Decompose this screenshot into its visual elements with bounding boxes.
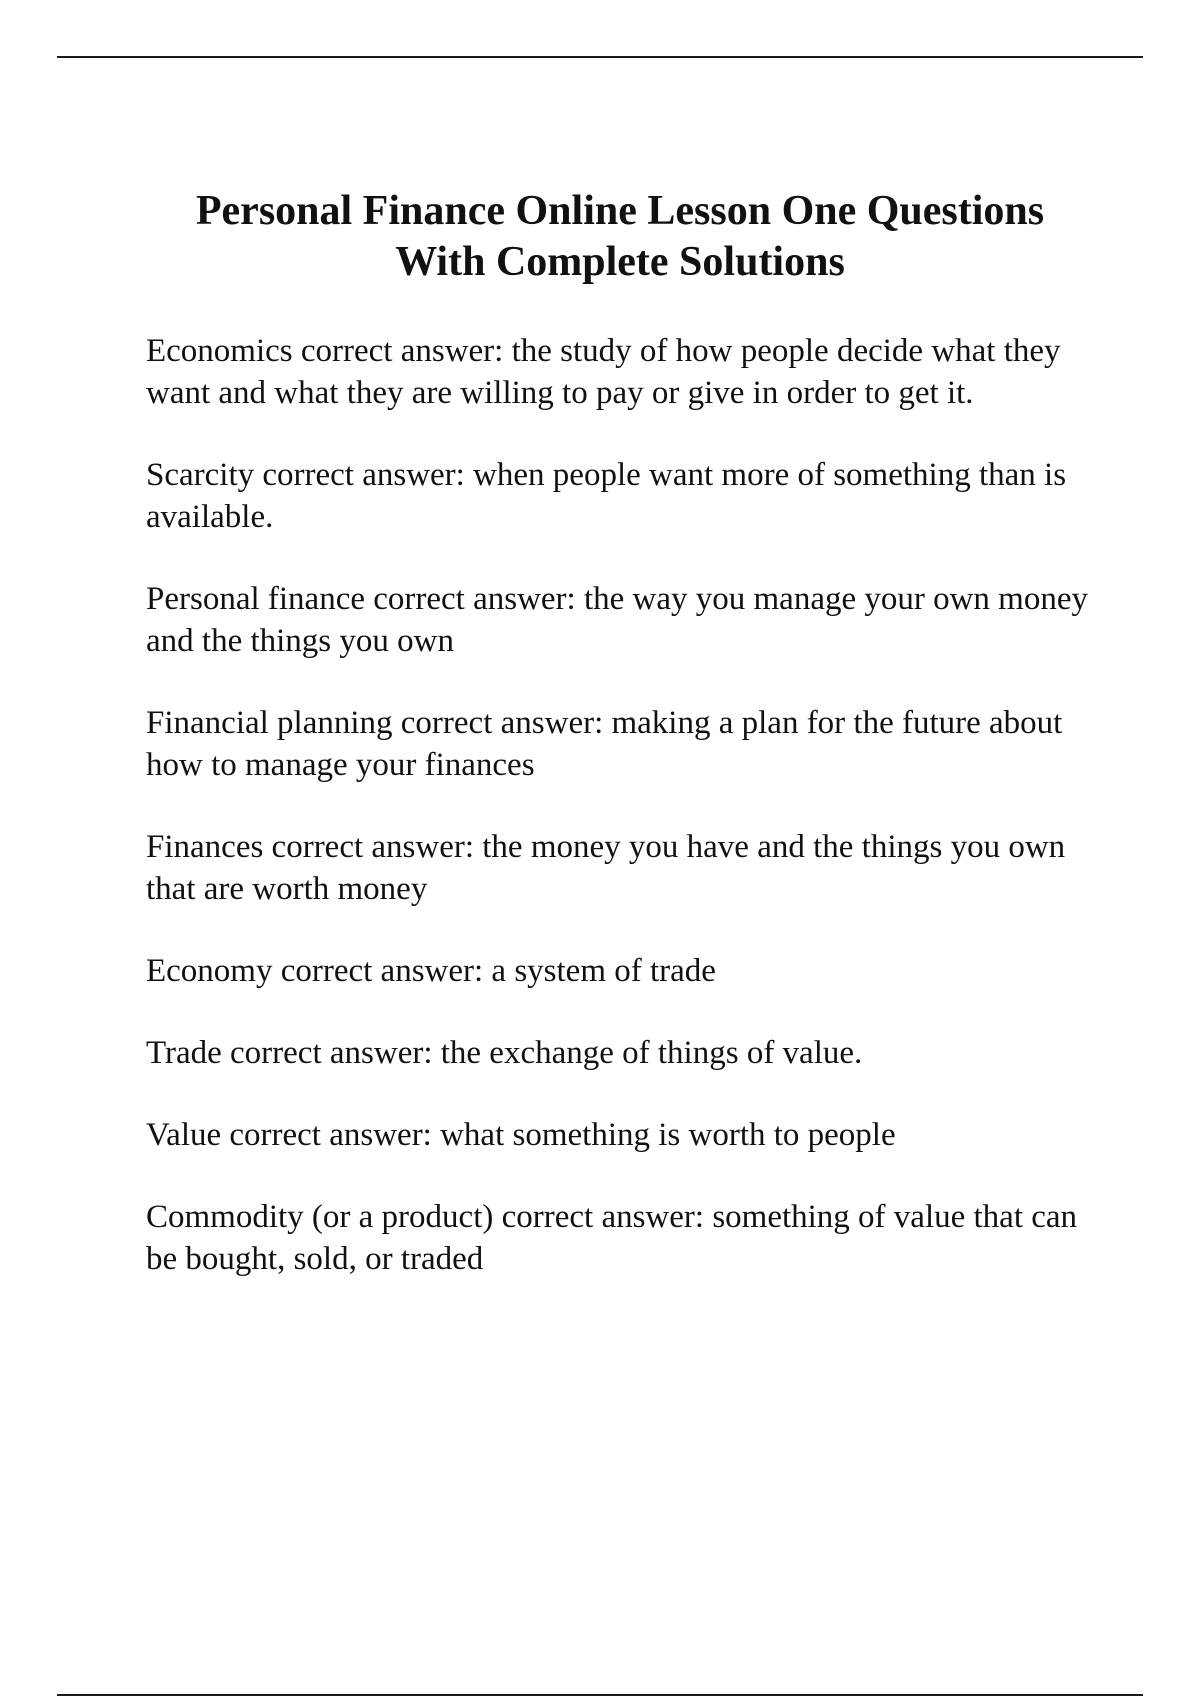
- qa-entry-economy: Economy correct answer: a system of trade: [146, 953, 716, 989]
- title-line-2: With Complete Solutions: [395, 239, 845, 285]
- title-line-1: Personal Finance Online Lesson One Questions: [195, 188, 1045, 234]
- qa-entry-scarcity: Scarcity correct answer: when people want more of something than is available.: [146, 457, 1067, 535]
- qa-entry-finances: Finances correct answer: the money you have and the things you own that are worth money: [146, 829, 1066, 907]
- qa-entry-trade: Trade correct answer: the exchange of things of value.: [146, 1035, 863, 1071]
- qa-list: [146, 330, 1096, 1320]
- document-title: [0, 186, 1200, 288]
- qa-entry-personal-finance: Personal finance correct answer: the way you manage your own money and the things you own: [146, 581, 1088, 659]
- qa-entry-commodity: Commodity (or a product) correct answer: something of value that can be bought, sold, or traded: [146, 1199, 1078, 1277]
- qa-entry-value: Value correct answer: what something is worth to people: [146, 1117, 896, 1153]
- qa-entry-financial-planning: Financial planning correct answer: making a plan for the future about how to manage your finances: [146, 705, 1063, 783]
- qa-entry-economics: Economics correct answer: the study of how people decide what they want and what they are willing to pay or give in order to get it.: [146, 333, 1061, 411]
- header-rule: [57, 56, 1143, 58]
- footer-rule: [57, 1694, 1143, 1696]
